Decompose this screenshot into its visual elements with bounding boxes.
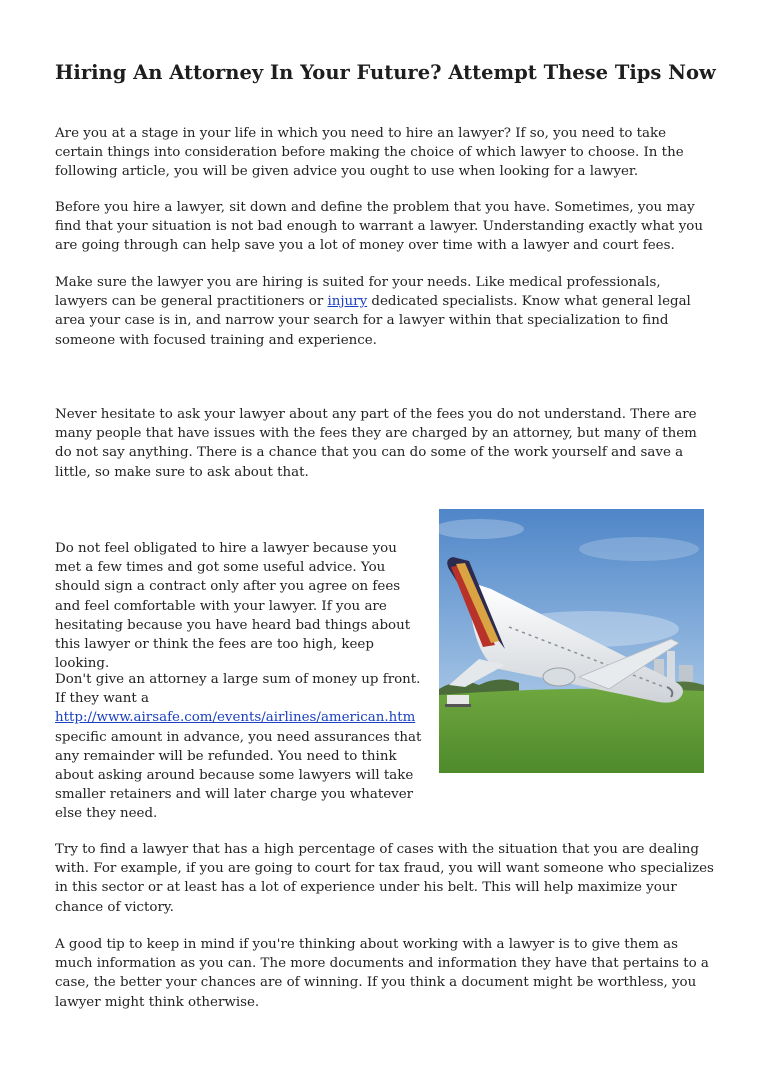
paragraph-intro: Are you at a stage in your life in which you need to hire an lawyer? If so, you need to take certain things into consideration before making the choice of which lawyer to choose. In the following article, you will be given advice you ought to use when looking for a lawyer. [55, 126, 684, 180]
airsafe-link[interactable]: http://www.airsafe.com/events/airlines/american.htm [55, 710, 416, 726]
airplane-crash-photo [439, 509, 704, 773]
airplane-photo-icon [439, 509, 704, 773]
paragraph-specialist [55, 273, 715, 350]
paragraph-upfront-money [55, 670, 425, 824]
paragraph-define-problem: Before you hire a lawyer, sit down and define the problem that you have. Sometimes, you may find that your situation is not bad enough to warrant a lawyer. Understanding exactly what you are going through can help save you a lot of money over time with a lawyer and court fees. [55, 200, 703, 254]
paragraph-text: specific amount in advance, you need assurances that any remainder will be refunded. You need to think about asking around because some lawyers will take smaller retainers and will later charge you whatever else they need. [55, 729, 422, 822]
paragraph-text: Don't give an attorney a large sum of money up front. If they want a [55, 672, 421, 707]
injury-link[interactable]: injury [327, 294, 368, 310]
paragraph-text: dedicated specialists. Know what general legal area your case is in, and narrow your search for a lawyer within that specialization to find someone with focused training and experience. [55, 294, 691, 348]
page-title: Hiring An Attorney In Your Future? Attempt These Tips Now [55, 61, 716, 84]
paragraph-experience: Try to find a lawyer that has a high percentage of cases with the situation that you are dealing with. For example, if you are going to court for tax fraud, you will want someone who specializes in this sector or at least has a lot of experience under his belt. This will help maximize your chance of victory. [55, 842, 714, 915]
paragraph-fees: Never hesitate to ask your lawyer about any part of the fees you do not understand. There are many people that have issues with the fees they are charged by an attorney, but many of them do not say anything. There is a chance that you can do some of the work yourself and save a little, so make sure to ask about that. [55, 407, 697, 480]
paragraph-text: Make sure the lawyer you are hiring is suited for your needs. Like medical professionals, lawyers can be general practitioners or [55, 275, 661, 310]
paragraph-information: A good tip to keep in mind if you're thinking about working with a lawyer is to give them as much information as you can. The more documents and information they have that pertains to a case, the better your chances are of winning. If you think a document might be worthless, you lawyer might think otherwise. [55, 937, 709, 1010]
paragraph-obligation: Do not feel obligated to hire a lawyer because you met a few times and got some useful advice. You should sign a contract only after you agree on fees and feel comfortable with your lawyer. If you are hesitating because you have heard bad things about this lawyer or think the fees are too high, keep looking. [55, 541, 411, 672]
